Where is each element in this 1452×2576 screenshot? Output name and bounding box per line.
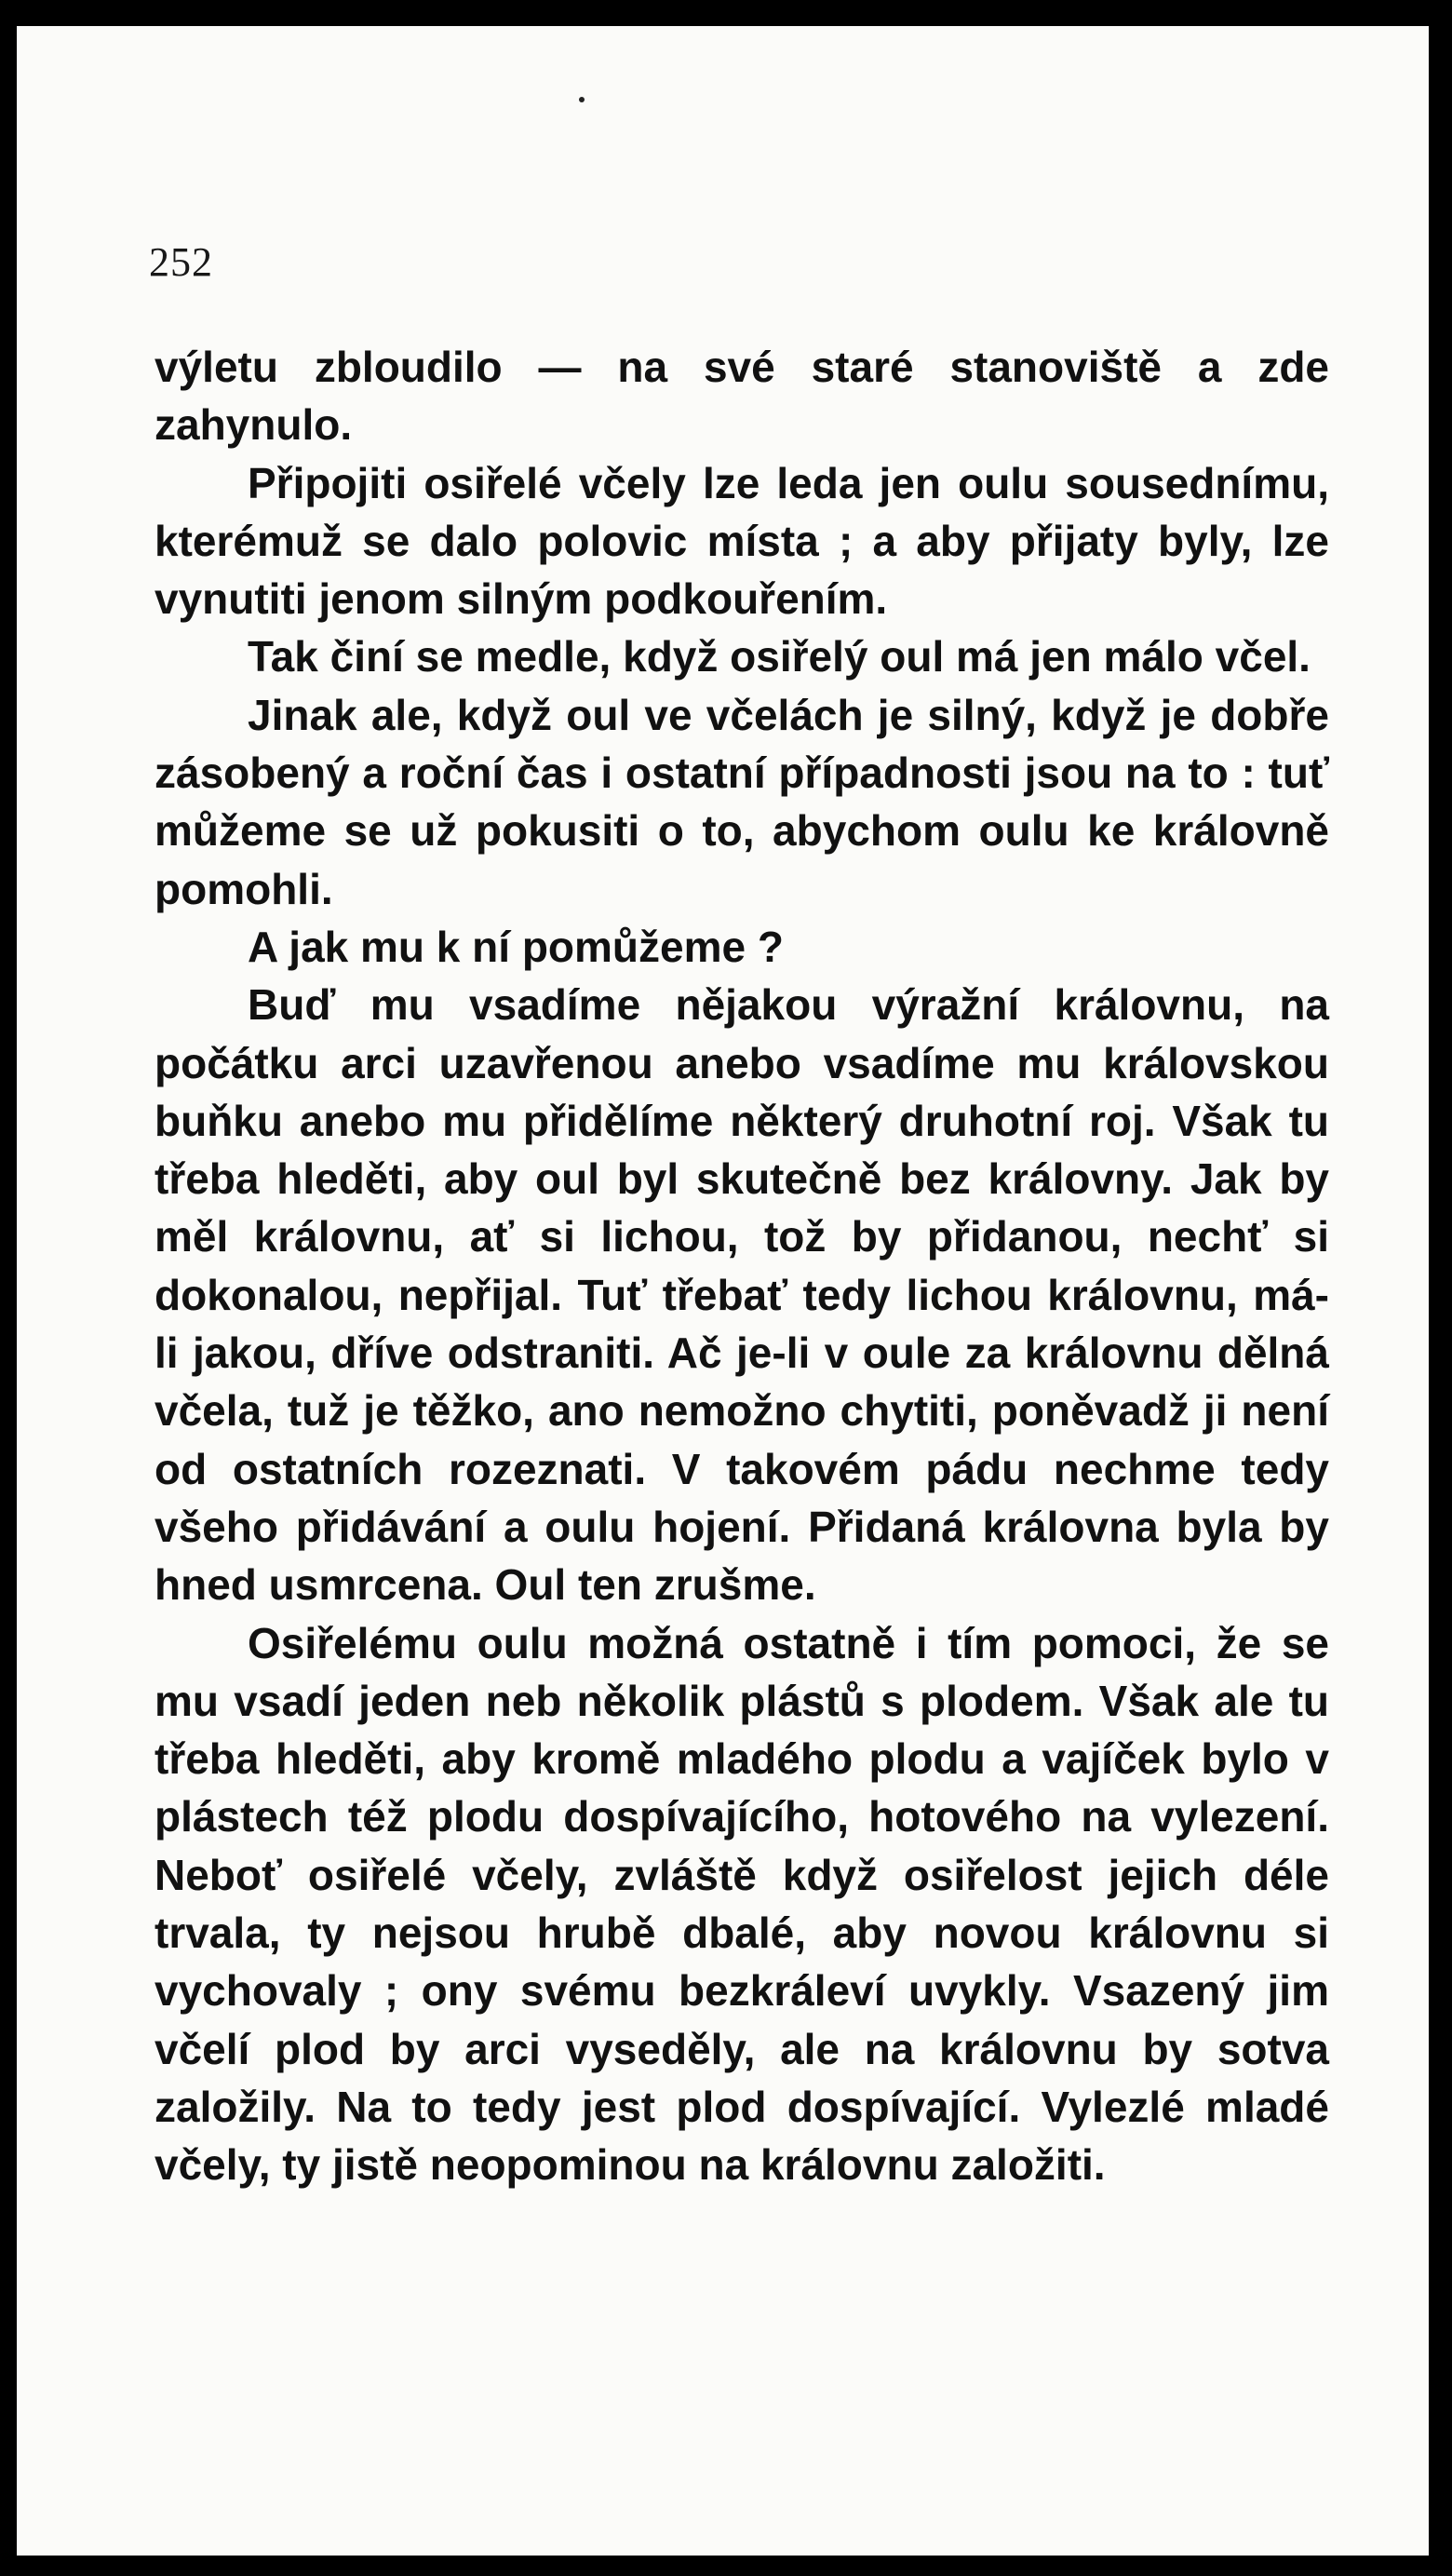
paragraph-6: Buď mu vsadíme nějakou výražní královnu, na počátku arci uzavřenou anebo vsadíme mu královskou buňku anebo mu přidělíme některý druhotní roj. Však tu třeba hleděti, aby oul byl skutečně bez královny. Jak by měl královnu, ať si lichou, tož by přidanou, nechť si dokonalou, nepřijal. Tuť třebať tedy lichou královnu, má-li jakou, dříve odstraniti. Ač je-li v oule za královnu dělná včela, tuž je těžko, ano nemožno chytiti, poněvadž ji není od ostatních rozeznati. V takovém pádu nechme tedy všeho přidávání a oulu hojení. Přidaná královna byla by hned usmrcena. Oul ten zrušme. xyxy=(155,980,1329,1610)
paragraph-3: Tak činí se medle, když osiřelý oul má jen málo včel. xyxy=(248,632,1311,681)
paragraph-4: Jinak ale, když oul ve včelách je silný, když je dobře zásobený a roční čas i ostatní případnosti jsou na to : tuť můžeme se už pokusiti o to, abychom oulu ke královně pomohli. xyxy=(155,690,1329,913)
body-text xyxy=(155,338,1329,2194)
ink-speck xyxy=(579,97,585,102)
page-number: 252 xyxy=(149,239,213,285)
paragraph-2: Připojiti osiřelé včely lze leda jen oulu sousednímu, kterémuž se dalo polovic místa ; a aby přijaty byly, lze vynutiti jenom silným podkouřením. xyxy=(155,458,1329,624)
paragraph-7: Osiřelému oulu možná ostatně i tím pomoci, že se mu vsadí jeden neb několik plástů s plodem. Však ale tu třeba hleděti, aby kromě mladého plodu a vajíček bylo v plástech též plodu dospívajícího, hotového na vylezení. Neboť osiřelé včely, zvláště když osiřelost jejich déle trvala, ty nejsou hrubě dbalé, aby novou královnu si vychovaly ; ony svému bezkráleví uvykly. Vsazený jim včelí plod by arci vyseděly, ale na královnu by sotva založily. Na to tedy jest plod dospívající. Vylezlé mladé včely, ty jistě neopominou na královnu založiti. xyxy=(155,1618,1329,2190)
paragraph-1: výletu zbloudilo — na své staré stanoviště a zde zahynulo. xyxy=(155,343,1329,450)
book-page xyxy=(17,26,1429,2556)
paragraph-5: A jak mu k ní pomůžeme ? xyxy=(248,922,784,971)
